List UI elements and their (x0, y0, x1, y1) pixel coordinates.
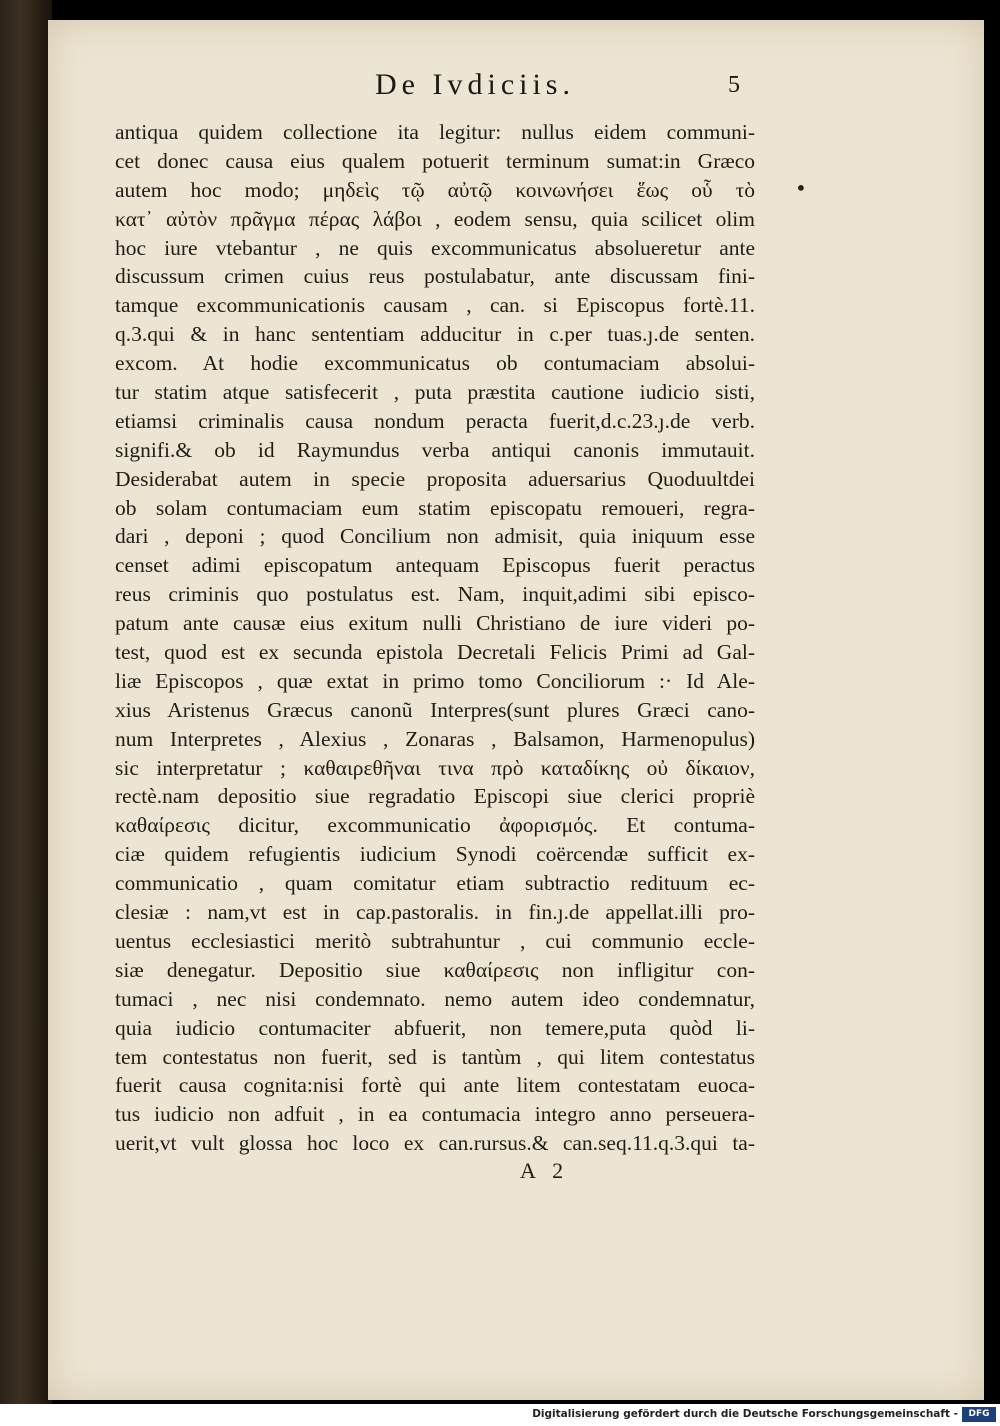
text-line: cet donec causa eius qualem potuerit terminum sumat:in Græco (115, 148, 755, 173)
text-line: sic interpretatur ; καθαιρεθῆναι τινα πρὸ καταδίκης οὐ δίκαιον, (115, 755, 755, 780)
text-line: clesiæ : nam,vt est in cap.pastoralis. in fin.ȷ.de appellat.illi pro- (115, 900, 755, 925)
text-line: tumaci , nec nisi condemnato. nemo autem ideo condemnatur, (115, 986, 755, 1011)
page-number: 5 (728, 72, 740, 98)
running-head: De Ivdiciis. (375, 68, 575, 101)
text-line: discussum crimen cuius reus postulabatur, ante discussam fini- (115, 264, 755, 289)
footer-credit: Digitalisierung gefördert durch die Deutsche Forschungsgemeinschaft - (532, 1408, 958, 1420)
text-line: ciæ quidem refugientis iudicium Synodi coërcendæ sufficit ex- (115, 842, 755, 867)
text-line: excom. At hodie excommunicatus ob contumaciam absolui- (115, 351, 755, 376)
text-line: etiamsi criminalis causa nondum peracta fuerit,d.c.23.ȷ.de verb. (115, 408, 755, 433)
text-line: q.3.qui & in hanc sententiam adducitur in c.per tuas.ȷ.de senten. (115, 322, 755, 347)
text-line: καθαίρεσις dicitur, excommunicatio ἀφορισμός. Et contuma- (115, 813, 755, 838)
dfg-logo-icon: DFG (962, 1407, 996, 1422)
footer-bar (0, 1404, 1000, 1426)
text-line: siæ denegatur. Depositio siue καθαίρεσις non infligitur con- (115, 957, 755, 982)
text-line: censet adimi episcopatum antequam Episcopus fuerit peractus (115, 553, 755, 578)
text-line: hoc iure vtebantur , ne quis excommunicatus absolueretur ante (115, 235, 755, 260)
book-binding-edge (0, 0, 52, 1404)
text-line: tus iudicio non adfuit , in ea contumacia integro anno perseuera- (115, 1102, 755, 1127)
body-text (115, 118, 755, 1158)
text-line: test, quod est ex secunda epistola Decretali Felicis Primi ad Gal- (115, 640, 755, 665)
margin-mark: • (795, 176, 807, 200)
text-line: tamque excommunicationis causam , can. si Episcopus fortè.11. (115, 293, 755, 318)
text-line: κατ᾽ αὐτὸν πρᾶγμα πέρας λάβοι , eodem sensu, quia scilicet olim (115, 206, 755, 231)
text-line: tem contestatus non fuerit, sed is tantùm , qui litem contestatus (115, 1044, 755, 1069)
text-line: signifi.& ob id Raymundus verba antiqui canonis immutauit. (115, 437, 755, 462)
text-line: liæ Episcopos , quæ extat in primo tomo Conciliorum :· Id Ale- (115, 668, 755, 693)
text-line: rectè.nam depositio siue regradatio Episcopi siue clerici propriè (115, 784, 755, 809)
text-line: reus criminis quo postulatus est. Nam, inquit,adimi sibi episco- (115, 582, 755, 607)
text-line: autem hoc modo; μηδεὶς τῷ αὐτῷ κοινωνήσει ἕως οὗ τὸ (115, 177, 755, 202)
text-line: ob solam contumaciam eum statim episcopatu remoueri, regra- (115, 495, 755, 520)
text-line: uentus ecclesiastici meritò subtrahuntur , cui communio eccle- (115, 928, 755, 953)
text-line: quia iudicio contumaciter abfuerit, non temere,puta quòd li- (115, 1015, 755, 1040)
text-line: dari , deponi ; quod Concilium non admisit, quia iniquum esse (115, 524, 755, 549)
text-line: patum ante causæ eius exitum nulli Christiano de iure videri po- (115, 611, 755, 636)
text-line: num Interpretes , Alexius , Zonaras , Balsamon, Harmenopulus) (115, 726, 755, 751)
text-line: fuerit causa cognita:nisi fortè qui ante litem contestatam euoca- (115, 1073, 755, 1098)
text-line: Desiderabat autem in specie proposita aduersarius Quoduultdei (115, 466, 755, 491)
text-line: antiqua quidem collectione ita legitur: nullus eidem communi- (115, 120, 755, 144)
text-line: uerit,vt vult glossa hoc loco ex can.rursus.& can.seq.11.q.3.qui ta- (115, 1131, 755, 1156)
text-line: tur statim atque satisfecerit , puta præstita cautione iudicio sisti, (115, 380, 755, 405)
text-line: xius Aristenus Græcus canonũ Interpres(sunt plures Græci cano- (115, 697, 755, 722)
signature-mark: A 2 (520, 1158, 570, 1183)
text-line: communicatio , quam comitatur etiam subtractio redituum ec- (115, 871, 755, 896)
